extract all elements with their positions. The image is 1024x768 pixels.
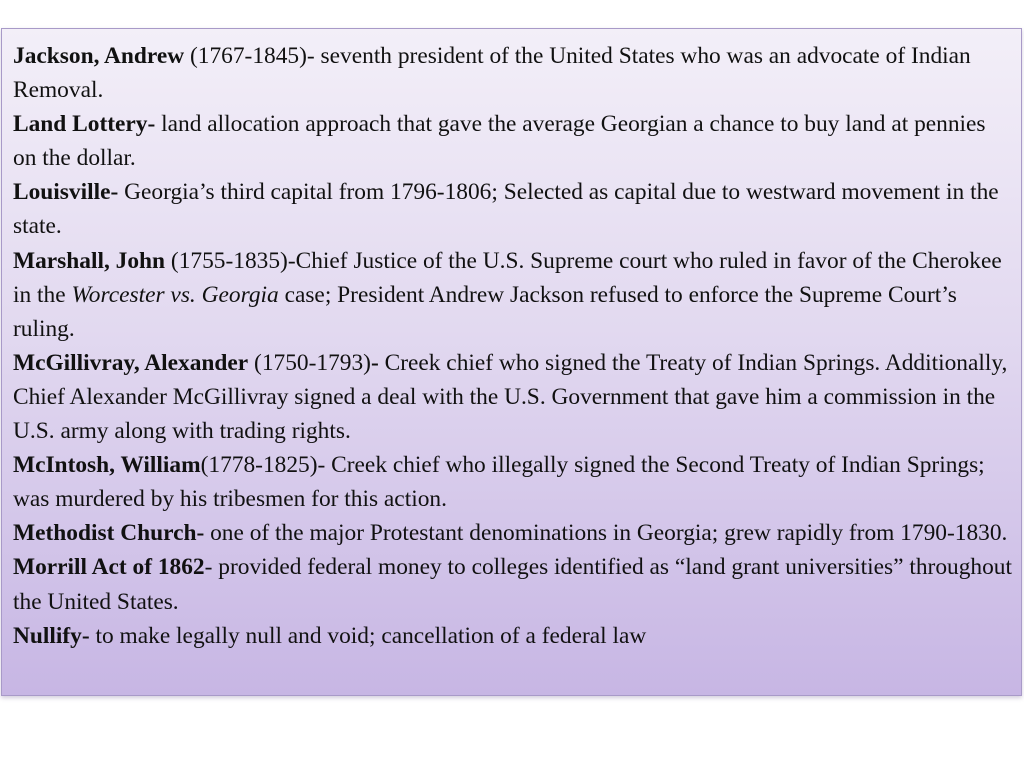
glossary-term: McIntosh, William	[13, 452, 201, 479]
glossary-dash: -	[370, 349, 379, 376]
glossary-entry-mcgillivray	[13, 346, 1013, 448]
glossary-entry-louisville	[13, 175, 1013, 243]
glossary-text-box	[1, 28, 1022, 696]
glossary-term: Morrill Act of 1862	[13, 554, 205, 581]
glossary-term: Methodist Church-	[13, 520, 205, 547]
glossary-definition: - provided federal money to colleges identified as “land grant universities” throughout the United States.	[13, 554, 1013, 615]
glossary-definition: (1767-1845)- seventh president of the United States who was an advocate of Indian Removal.	[13, 43, 971, 104]
glossary-term: McGillivray, Alexander	[13, 349, 249, 376]
glossary-definition: (1755-1835)-Chief Justice of the U.S. Supreme court who ruled in favor of the Cherokee in the	[13, 247, 1002, 308]
glossary-term: Jackson, Andrew	[13, 43, 185, 69]
glossary-term: Louisville-	[13, 179, 119, 206]
glossary-dates: (1750-1793)	[248, 349, 371, 376]
glossary-definition: (1778-1825)- Creek chief who illegally signed the Second Treaty of Indian Springs; was murdered by his tribesmen for this action.	[13, 452, 985, 513]
glossary-definition: to make legally null and void; cancellation of a federal law	[89, 622, 647, 649]
glossary-term: Marshall, John	[13, 247, 166, 274]
glossary-definition: land allocation approach that gave the average Georgian a chance to buy land at pennies on the dollar.	[13, 111, 986, 172]
glossary-term: Land Lottery-	[13, 111, 156, 138]
glossary-definition: one of the major Protestant denominations in Georgia; grew rapidly from 1790-1830.	[204, 520, 1008, 547]
court-case-name: Worcester vs. Georgia	[71, 281, 279, 308]
glossary-definition-continued: case; President Andrew Jackson refused to enforce the Supreme Court’s ruling.	[13, 281, 957, 342]
glossary-entry-land-lottery	[13, 107, 1013, 175]
glossary-definition: Creek chief who signed the Treaty of Indian Springs. Additionally, Chief Alexander McGillivray signed a deal with the U.S. Government that gave him a commission in the U.S. army along with trading rights.	[13, 349, 1008, 445]
glossary-entry-methodist-church	[13, 516, 1013, 550]
glossary-term: Nullify-	[13, 622, 90, 649]
glossary-entry-nullify	[13, 619, 1013, 653]
glossary-entry-morrill-act	[13, 550, 1013, 618]
glossary-definition: Georgia’s third capital from 1796-1806; Selected as capital due to westward movement in the state.	[13, 179, 999, 240]
glossary-entry-mcintosh	[13, 448, 1013, 516]
glossary-entry-marshall	[13, 244, 1013, 346]
glossary-entry-jackson	[13, 39, 1013, 107]
